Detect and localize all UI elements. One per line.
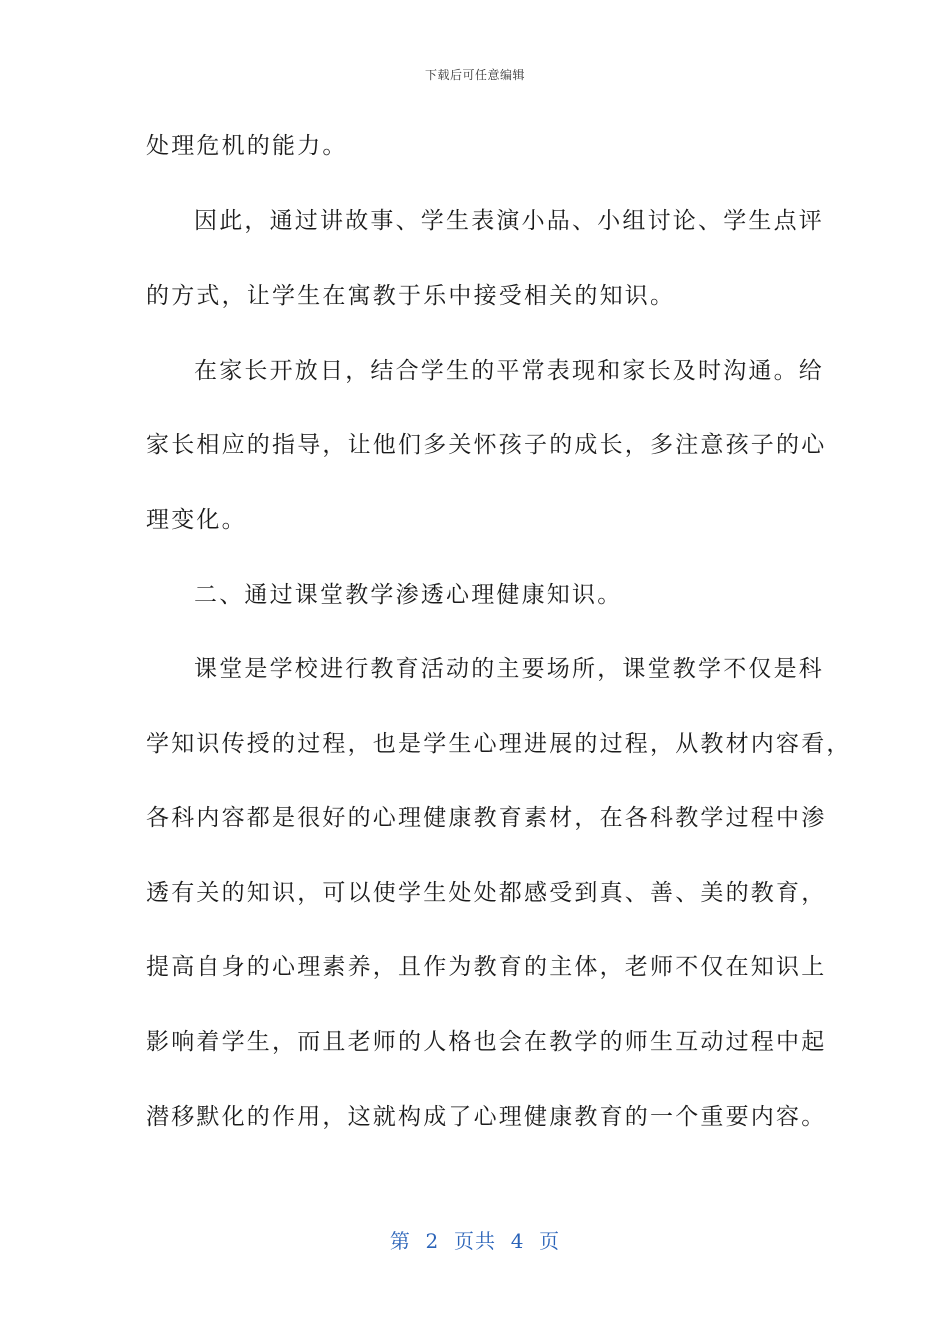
body-line: 各科内容都是很好的心理健康教育素材，在各科教学过程中渗	[146, 805, 827, 831]
page-number-footer: 第 2 页共 4 页	[389, 1229, 561, 1253]
body-line: 学知识传授的过程，也是学生心理进展的过程，从教材内容看，	[146, 731, 852, 757]
body-line: 透有关的知识，可以使学生处处都感受到真、善、美的教育，	[146, 880, 827, 906]
body-line: 影响着学生，而且老师的人格也会在教学的师生互动过程中起	[146, 1029, 827, 1055]
section-heading: 二、通过课堂教学渗透心理健康知识。	[194, 582, 623, 608]
body-line: 理变化。	[146, 507, 247, 533]
body-line: 因此，通过讲故事、学生表演小品、小组讨论、学生点评	[194, 208, 824, 234]
body-line: 潜移默化的作用，这就构成了心理健康教育的一个重要内容。	[146, 1104, 827, 1130]
page-header-note: 下载后可任意编辑	[424, 68, 525, 82]
body-line: 家长相应的指导，让他们多关怀孩子的成长，多注意孩子的心	[146, 432, 827, 458]
body-line: 处理危机的能力。	[146, 133, 348, 159]
body-line: 课堂是学校进行教育活动的主要场所，课堂教学不仅是科	[194, 656, 824, 682]
body-line: 的方式，让学生在寓教于乐中接受相关的知识。	[146, 283, 676, 309]
body-line: 提高自身的心理素养，且作为教育的主体，老师不仅在知识上	[146, 954, 827, 980]
body-line: 在家长开放日，结合学生的平常表现和家长及时沟通。给	[194, 358, 824, 384]
